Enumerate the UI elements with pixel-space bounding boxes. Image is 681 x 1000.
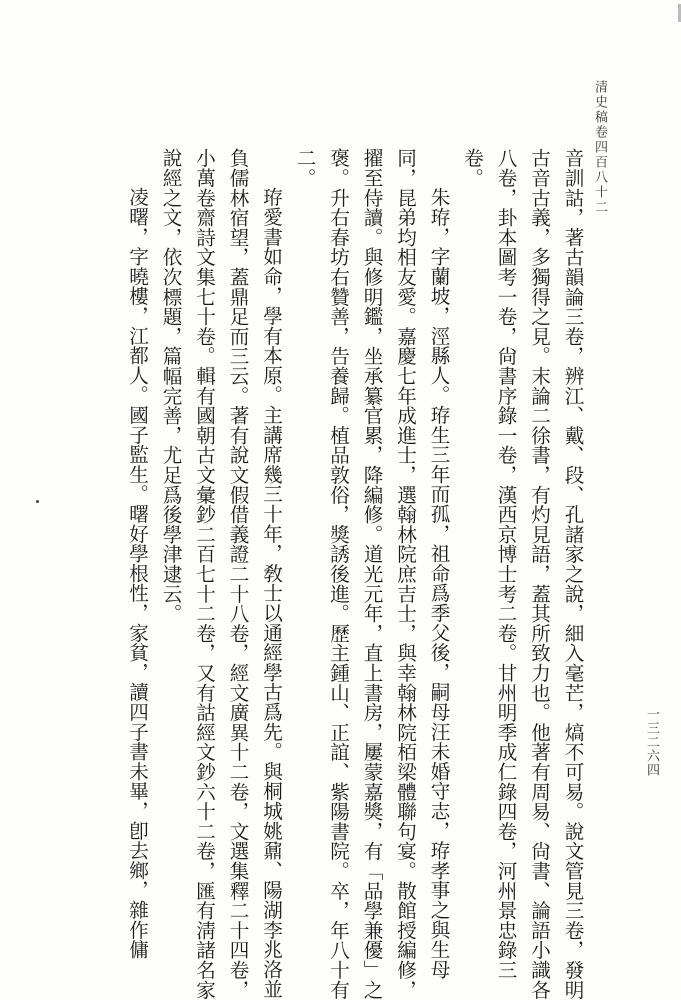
paragraph-1: 音訓詁，著古韻論三卷，辨江、戴、段、孔諸家之說，細入毫芒，熇不可易。說文管見三卷，發明古音古義，多獨得之見。末論二徐書，有灼見語，蓋其所致力也。他著有周易、尙書、論語小識各八卷，卦本圖考一卷，尙書序錄一卷，漢西京博士考二卷。甘州明季成仁錄四卷，河州景忠錄三卷。: [460, 148, 584, 1000]
page-number: 一三二六四: [644, 707, 659, 777]
running-title: 清史稿卷四百八十二: [592, 80, 607, 215]
paragraph-4: 凌曙，字曉樓，江都人。國子監生。曙好學根性，家貧，讀四子書未畢，卽去鄉，雜作傭: [125, 187, 149, 960]
paragraph-2: 朱珔，字蘭坡，涇縣人。珔生三年而孤，祖命爲季父後，嗣母汪未婚守志，珔孝事之與生母同，昆弟均相友愛。嘉慶七年成進士，選翰林院庶吉士，與幸翰林院栢梁體聯句宴。散館授編修，擢至侍讀。與修明鑑，坐承纂官累，降編修。道光元年，直上書房，屢蒙嘉獎，有「品學兼優」之褒。升右春坊右贊善，告養歸。植品敦俗，獎誘後進。歷主鍾山、正誼、紫陽書院。卒，年八十有二。: [293, 148, 450, 1000]
scan-artifact-dot: [36, 500, 39, 503]
paragraph-3: 珔愛書如命，學有本原。主講席幾三十年，敎士以通經學古爲先。與桐城姚鼐、陽湖李兆洛並負儒林宿望，蓋鼎足而三云。著有說文假借義證二十八卷，經文廣異十二卷，文選集釋二十四卷，小萬卷齋詩文集七十卷。輯有國朝古文彙鈔二百七十二卷，又有詁經文鈔六十二卷，匯有淸諸名家說經之文，依次標題，篇幅完善，尤足爲後學津逮云。: [159, 148, 283, 1000]
main-text-block: [120, 148, 589, 1000]
